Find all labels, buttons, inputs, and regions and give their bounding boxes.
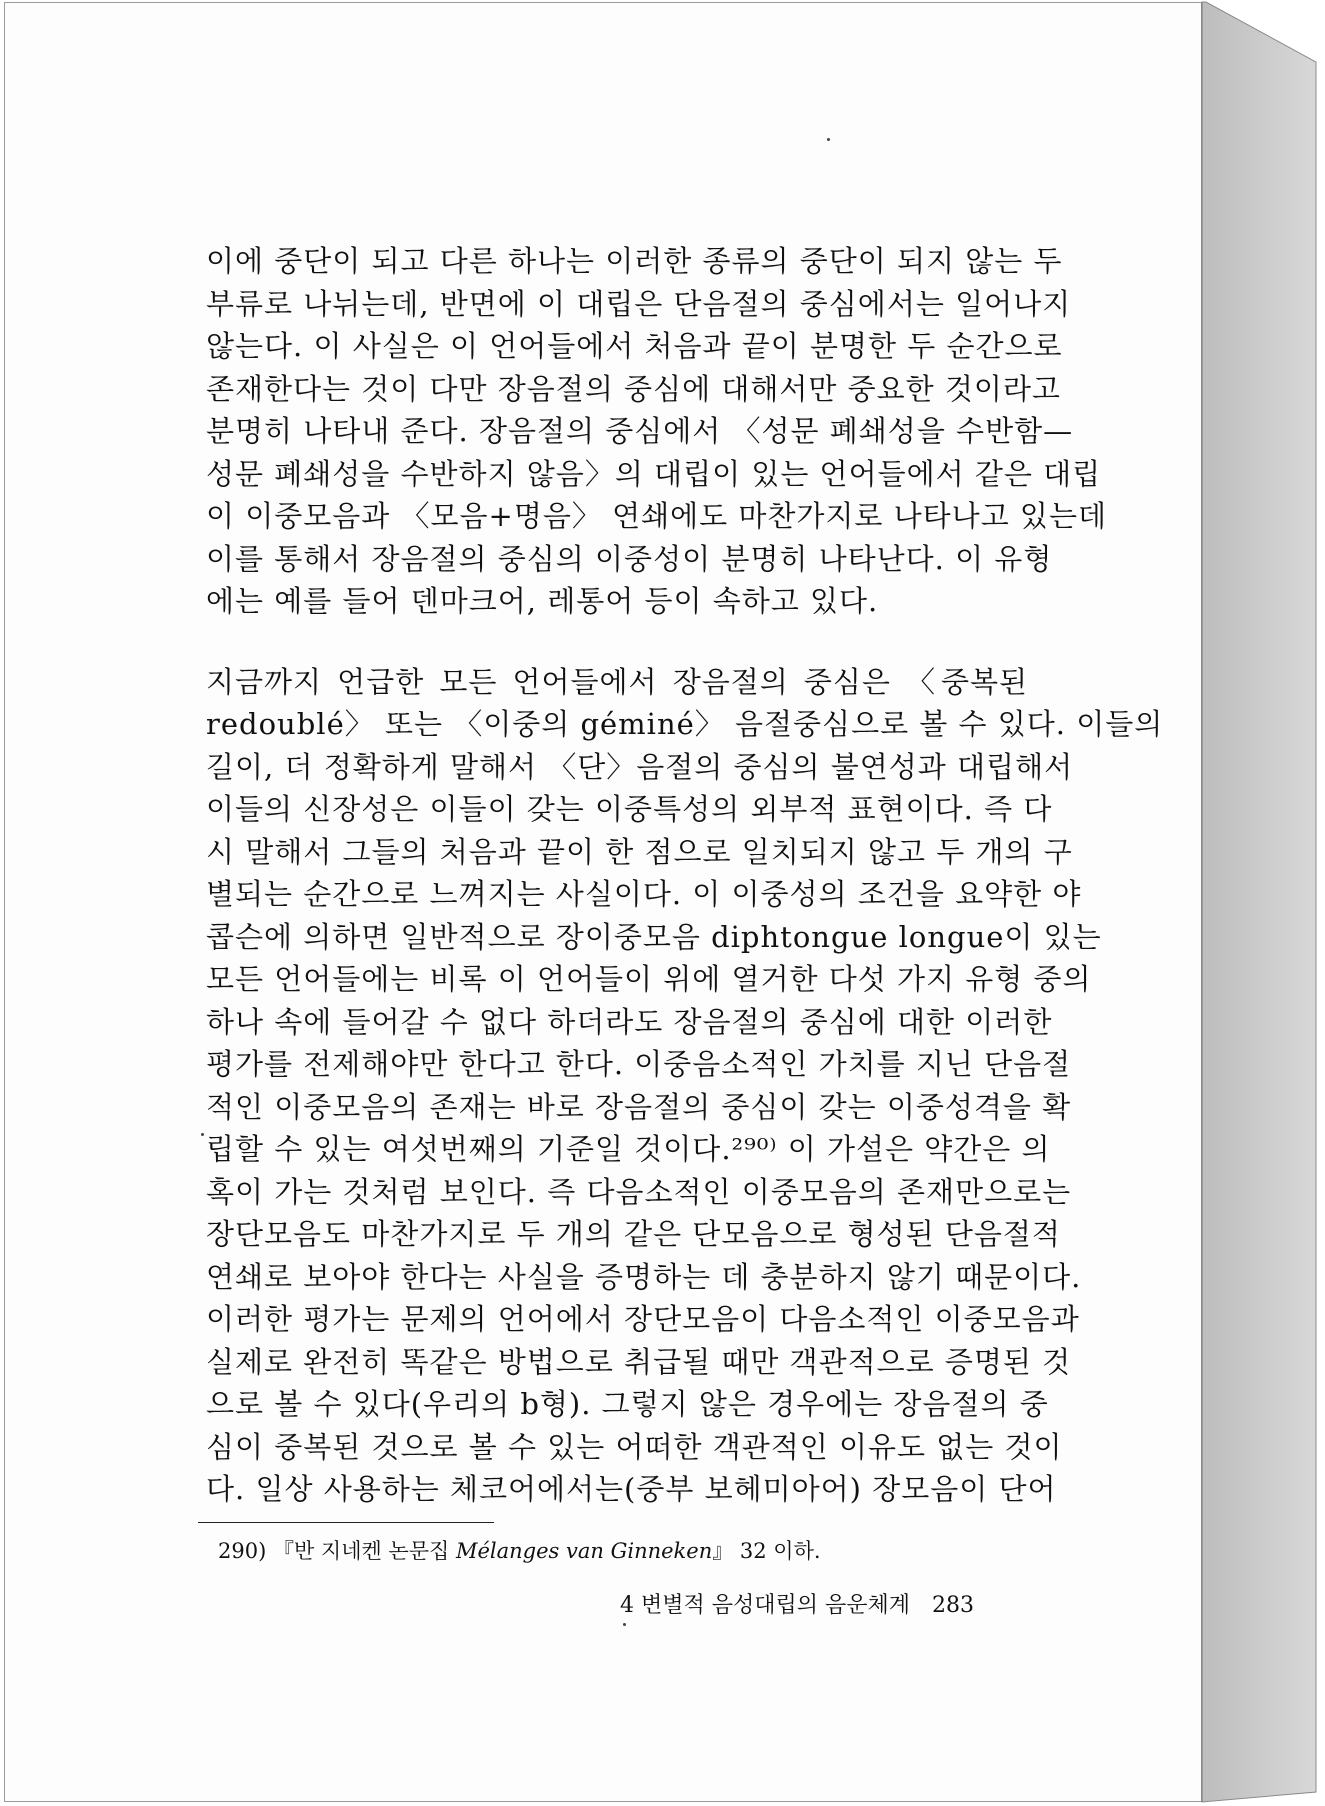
footnote-290: [218, 1535, 1018, 1565]
text-line: 립할 수 있는 여섯번째의 기준일 것이다.²⁹⁰⁾ 이 가설은 약간은 의: [206, 1132, 1051, 1166]
text-line: 장단모음도 마찬가지로 두 개의 같은 단모음으로 형성된 단음절적: [206, 1217, 1061, 1251]
text-line: 다. 일상 사용하는 체코어에서는(중부 보헤미아어) 장모음이 단어: [206, 1472, 1057, 1506]
text-line: 이에 중단이 되고 다른 하나는 이러한 종류의 중단이 되지 않는 두: [206, 244, 1063, 278]
running-footer: [620, 1588, 1020, 1619]
text-line: 시 말해서 그들의 처음과 끝이 한 점으로 일치되지 않고 두 개의 구: [206, 834, 1073, 869]
text-line: 않는다. 이 사실은 이 언어들에서 처음과 끝이 분명한 두 순간으로: [206, 329, 1063, 363]
body-text: [206, 240, 1164, 1511]
running-title: 4 변별적 음성대립의 음운체계: [620, 1593, 911, 1618]
footnote-suffix: 』 32 이하.: [712, 1539, 821, 1563]
text-line: 지금까지 언급한 모든 언어들에서 장음절의 중심은 〈중복된: [206, 664, 1028, 699]
paragraph-gap: [206, 623, 1028, 661]
text-line: 이를 통해서 장음절의 중심의 이중성이 분명히 나타난다. 이 유형: [206, 541, 1053, 576]
text-line: 으로 볼 수 있다(우리의 b형). 그렇지 않은 경우에는 장음절의 중: [206, 1387, 1049, 1421]
text-line: 콥슨에 의하면 일반적으로 장이중모음 diphtongue longue이 있는: [206, 919, 1102, 954]
text-line: 혹이 가는 것처럼 보인다. 즉 다음소적인 이중모음의 존재만으로는: [206, 1174, 1072, 1209]
text-line: 존재한다는 것이 다만 장음절의 중심에 대해서만 중요한 것이라고: [206, 371, 1061, 406]
text-line: 이러한 평가는 문제의 언어에서 장단모음이 다음소적인 이중모음과: [206, 1302, 1080, 1336]
text-line: 에는 예를 들어 덴마크어, 레통어 등이 속하고 있다.: [206, 584, 879, 618]
text-line: redoublé〉 또는 〈이중의 géminé〉 음절중심으로 볼 수 있다. 이들의: [206, 707, 1164, 741]
text-line: 연쇄로 보아야 한다는 사실을 증명하는 데 충분하지 않기 때문이다.: [206, 1259, 1082, 1294]
scan-speck: [827, 138, 830, 141]
scan-speck: [623, 1623, 626, 1626]
text-line: 심이 중복된 것으로 볼 수 있는 어떠한 객관적인 이유도 없는 것이: [206, 1429, 1063, 1464]
text-line: 분명히 나타내 준다. 장음절의 중심에서 〈성문 폐쇄성을 수반함—: [206, 414, 1074, 448]
footnote-rule: [198, 1522, 494, 1523]
text-line: 적인 이중모음의 존재는 바로 장음절의 중심이 갖는 이중성격을 확: [206, 1089, 1072, 1124]
paragraph: [206, 661, 1164, 1511]
text-line: 성문 폐쇄성을 수반하지 않음〉의 대립이 있는 언어들에서 같은 대립: [206, 456, 1102, 491]
text-line: 하나 속에 들어갈 수 없다 하더라도 장음절의 중심에 대한 이러한: [206, 1004, 1053, 1039]
page-number: 283: [932, 1593, 975, 1618]
text-line: 이들의 신장성은 이들이 갖는 이중특성의 외부적 표현이다. 즉 다: [206, 792, 1053, 826]
text-line: 부류로 나뉘는데, 반면에 이 대립은 단음절의 중심에서는 일어나지: [206, 286, 1072, 321]
text-line: 모든 언어들에는 비록 이 언어들이 위에 열거한 다섯 가지 유형 중의: [206, 962, 1092, 996]
text-line: 별되는 순간으로 느껴지는 사실이다. 이 이중성의 조건을 요약한 야: [206, 877, 1082, 911]
footnote-prefix: 290) 『반 지네켄 논문집: [218, 1539, 456, 1563]
paragraph: [206, 240, 1107, 623]
scan-speck: [201, 1133, 204, 1136]
text-line: 길이, 더 정확하게 말해서 〈단〉음절의 중심의 불연성과 대립해서: [206, 749, 1074, 784]
text-line: 이 이중모음과 〈모음+명음〉 연쇄에도 마찬가지로 나타나고 있는데: [206, 499, 1107, 533]
page-stack-edge-shape: [1202, 2, 1320, 1802]
footnote-title: Mélanges van Ginneken: [455, 1539, 713, 1563]
text-line: 평가를 전제해야만 한다고 한다. 이중음소적인 가치를 지닌 단음절: [206, 1047, 1072, 1081]
text-line: 실제로 완전히 똑같은 방법으로 취급될 때만 객관적으로 증명된 것: [206, 1344, 1072, 1379]
